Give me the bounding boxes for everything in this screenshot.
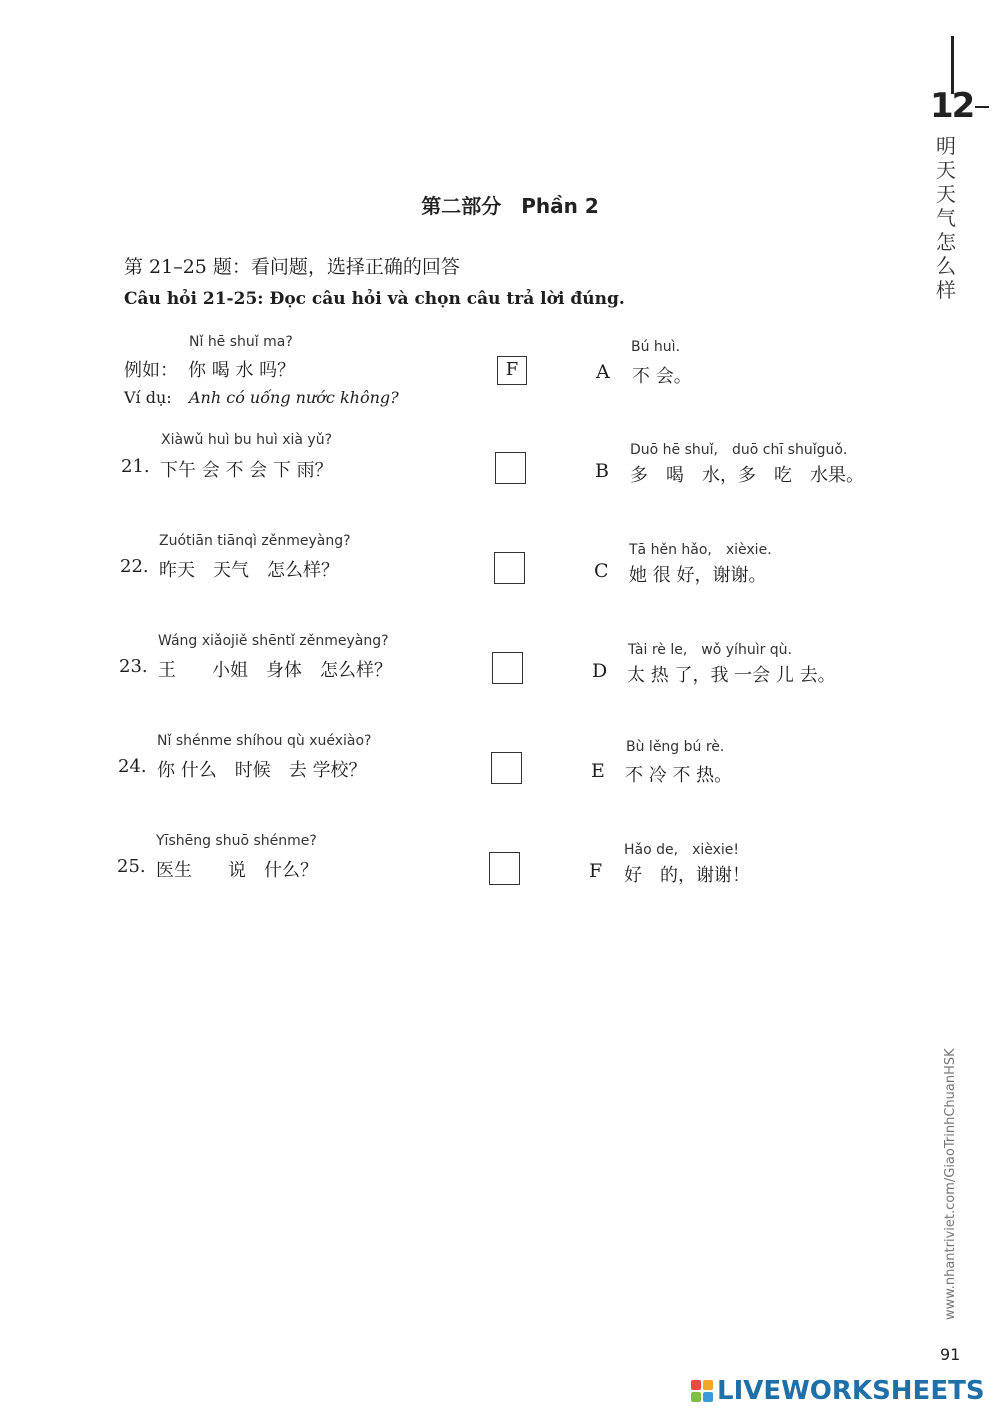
question-pinyin: Wáng xiǎojiě shēntǐ zěnmeyàng? bbox=[158, 633, 389, 649]
chapter-marker-dash bbox=[975, 106, 989, 108]
example-question-text: 你 喝 水 吗？ bbox=[188, 360, 296, 381]
publisher-url: www.nhantriviet.com/GiaoTrinhChuanHSK bbox=[943, 1048, 958, 1320]
answer-box-25[interactable] bbox=[489, 852, 520, 885]
question-number: 25. bbox=[117, 856, 146, 877]
example-pinyin: Nǐ hē shuǐ ma? bbox=[189, 334, 293, 350]
option-pinyin: Tā hěn hǎo, xièxie. bbox=[629, 542, 772, 558]
question-text: 昨天 天气 怎么样？ bbox=[159, 560, 339, 581]
example-label: 例如： bbox=[124, 360, 178, 381]
answer-box-24[interactable] bbox=[491, 752, 522, 784]
section-heading: 第二部分 Phần 2 bbox=[421, 194, 599, 218]
instruction-chinese: 第 21–25 题：看问题，选择正确的回答 bbox=[124, 256, 460, 278]
option-text: 不 冷 不 热。 bbox=[625, 765, 733, 786]
option-letter: A bbox=[596, 361, 610, 383]
question-pinyin: Zuótiān tiānqì zěnmeyàng? bbox=[159, 533, 351, 549]
liveworksheets-logo-icon bbox=[691, 1380, 713, 1402]
option-letter: F bbox=[589, 860, 603, 882]
option-pinyin: Bú huì. bbox=[631, 339, 681, 355]
question-pinyin: Xiàwǔ huì bu huì xià yǔ? bbox=[161, 432, 333, 448]
option-text: 多 喝 水，多 吃 水果。 bbox=[630, 465, 864, 486]
answer-box-23[interactable] bbox=[492, 652, 523, 684]
example-vi-translation: Anh có uống nước không? bbox=[189, 388, 399, 407]
chapter-title: 明天天气怎么样 bbox=[936, 134, 956, 302]
liveworksheets-brand[interactable] bbox=[691, 1376, 985, 1406]
question-number: 22. bbox=[120, 556, 149, 577]
question-number: 24. bbox=[118, 756, 147, 777]
question-text: 医生 说 什么？ bbox=[156, 860, 318, 881]
option-letter: E bbox=[591, 760, 605, 782]
question-pinyin: Nǐ shénme shíhou qù xuéxiào? bbox=[157, 733, 372, 749]
option-letter: C bbox=[594, 560, 609, 582]
option-text: 她 很 好，谢谢。 bbox=[629, 565, 767, 586]
question-text: 下午 会 不 会 下 雨？ bbox=[160, 460, 333, 481]
example-answer-letter: F bbox=[505, 359, 519, 380]
question-number: 23. bbox=[119, 656, 148, 677]
option-text: 太 热 了，我 一会 儿 去。 bbox=[627, 665, 836, 686]
answer-box-22[interactable] bbox=[494, 552, 525, 584]
option-pinyin: Hǎo de, xièxie! bbox=[624, 842, 740, 858]
option-text: 好 的，谢谢！ bbox=[624, 865, 750, 886]
page-number: 91 bbox=[940, 1345, 961, 1364]
option-text: 不 会。 bbox=[632, 366, 692, 387]
answer-box-21[interactable] bbox=[495, 452, 526, 484]
option-pinyin: Tài rè le, wǒ yíhuìr qù. bbox=[628, 642, 792, 658]
example-vi-label: Ví dụ: bbox=[124, 388, 172, 407]
question-pinyin: Yīshēng shuō shénme? bbox=[156, 833, 317, 849]
brand-name: LIVEWORKSHEETS bbox=[717, 1376, 985, 1406]
option-pinyin: Duō hē shuǐ, duō chī shuǐguǒ. bbox=[630, 442, 848, 458]
option-letter: B bbox=[595, 460, 609, 482]
question-text: 王 小姐 身体 怎么样？ bbox=[158, 660, 392, 681]
chapter-number: 12 bbox=[930, 86, 974, 126]
question-text: 你 什么 时候 去 学校？ bbox=[157, 760, 367, 781]
option-pinyin: Bù lěng bú rè. bbox=[626, 739, 725, 755]
instruction-vietnamese: Câu hỏi 21-25: Đọc câu hỏi và chọn câu trả lời đúng. bbox=[124, 289, 625, 309]
option-letter: D bbox=[592, 660, 608, 682]
example-answer-box bbox=[497, 356, 527, 385]
question-number: 21. bbox=[121, 456, 150, 477]
